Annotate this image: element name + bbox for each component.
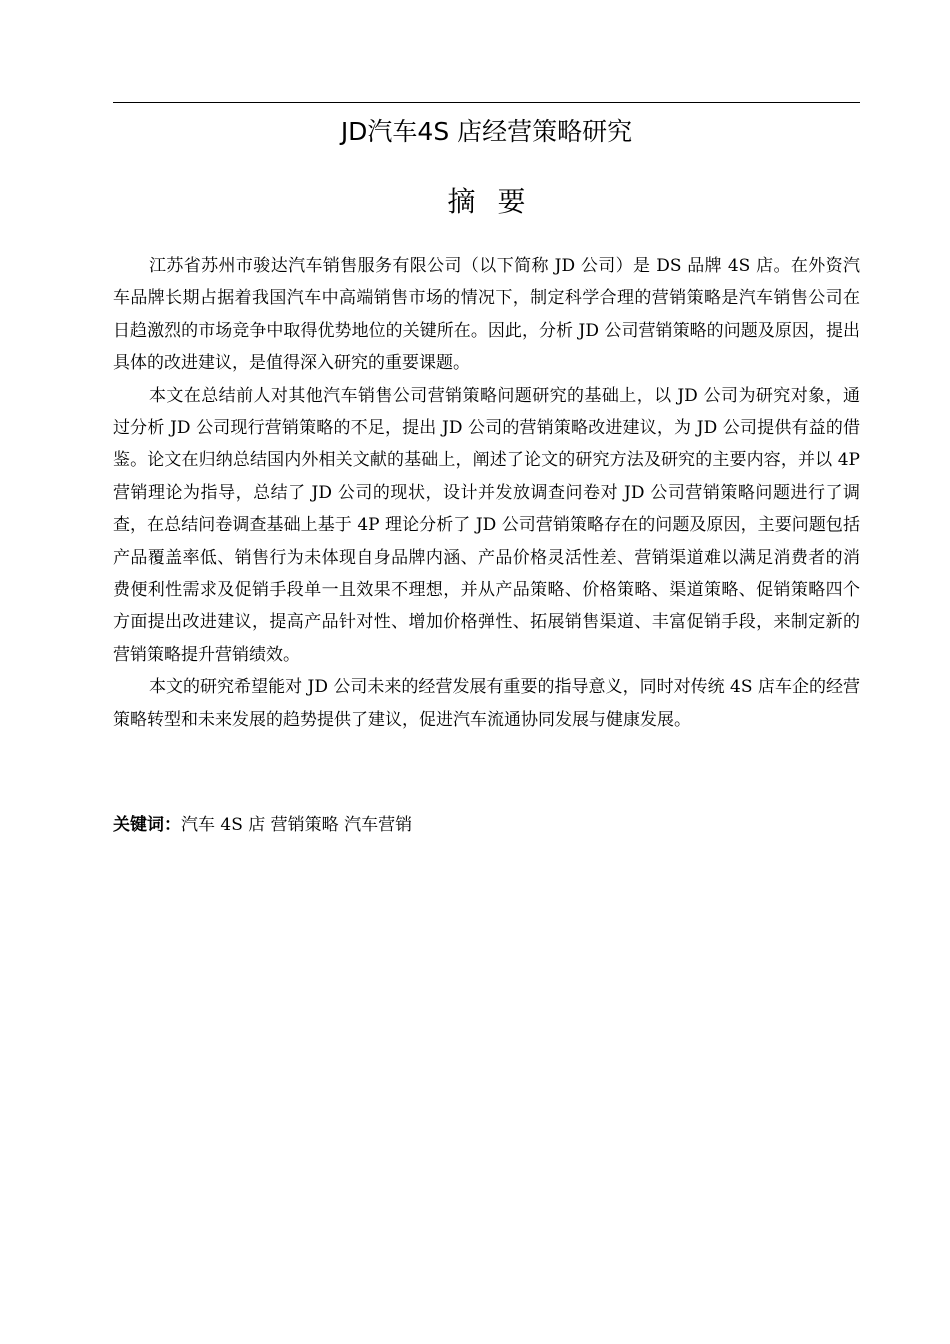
abstract-paragraph-1: 江苏省苏州市骏达汽车销售服务有限公司（以下简称 JD 公司）是 DS 品牌 4S 店。在外资汽车品牌长期占据着我国汽车中高端销售市场的情况下，制定科学合理的营销策略是汽车销售公司在日趋激烈的市场竞争中取得优势地位的关键所在。因此，分析 JD 公司营销策略的问题及原因，提出具体的改进建议，是值得深入研究的重要课题。 [113,256,860,374]
abstract-paragraph-2: 本文在总结前人对其他汽车销售公司营销策略问题研究的基础上，以 JD 公司为研究对象，通过分析 JD 公司现行营销策略的不足，提出 JD 公司的营销策略改进建议，为 JD 公司提供有益的借鉴。论文在归纳总结国内外相关文献的基础上，阐述了论文的研究方法及研究的主要内容，并以 4P 营销理论为指导，总结了 JD 公司的现状，设计并发放调查问卷对 JD 公司营销策略问题进行了调查，在总结问卷调查基础上基于 4P 理论分析了 JD 公司营销策略存在的问题及原因，主要问题包括产品覆盖率低、销售行为未体现自身品牌内涵、产品价格灵活性差、营销渠道难以满足消费者的消费便利性需求及促销手段单一且效果不理想，并从产品策略、价格策略、渠道策略、促销策略四个方面提出改进建议，提高产品针对性、增加价格弹性、拓展销售渠道、丰富促销手段，来制定新的营销策略提升营销绩效。 [113,385,860,665]
header-rule [113,102,860,103]
paper-title: JD汽车4S 店经营策略研究 [340,117,633,146]
keywords-text: 汽车 4S 店 营销策略 汽车营销 [181,815,413,835]
keywords-line [113,810,860,840]
keywords-label: 关键词： [113,815,181,835]
abstract-body [113,250,860,736]
abstract-paragraph-3: 本文的研究希望能对 JD 公司未来的经营发展有重要的指导意义，同时对传统 4S 店车企的经营策略转型和未来发展的趋势提供了建议，促进汽车流通协同发展与健康发展。 [113,677,860,730]
abstract-heading: 摘要 [447,185,548,218]
